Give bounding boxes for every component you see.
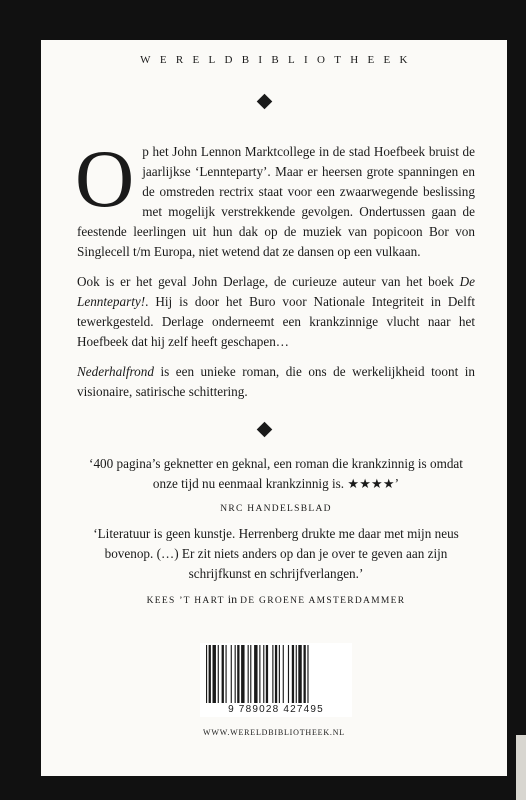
review-connector: in bbox=[224, 592, 241, 606]
barcode-bars bbox=[202, 645, 350, 703]
diamond-ornament-icon bbox=[257, 94, 273, 110]
diamond-ornament-icon bbox=[257, 422, 273, 438]
back-cover-panel bbox=[41, 40, 507, 776]
blurb-paragraph-1 bbox=[75, 133, 475, 262]
blurb-paragraph-2-start: Ook is er het geval John Derlage, de curieuze auteur van het boek bbox=[77, 274, 460, 289]
website-url: WWW.WERELDBIBLIOTHEEK.NL bbox=[203, 728, 345, 737]
blurb-paragraph-3-text: is een unieke roman, die ons de werkelijkheid toont in visionaire, satirische schittering. bbox=[77, 364, 475, 399]
drop-cap: O bbox=[75, 133, 135, 224]
review-quote-text: ‘Literatuur is geen kunstje. Herrenberg drukte me daar met mijn neus bovenop. (…) Er zit niets anders op dan je over te geven aan zijn schrijfkunst en schrijfverlangen.’ bbox=[93, 526, 459, 581]
novel-title-inline: Nederhalfrond bbox=[77, 364, 154, 379]
blurb-paragraph-1-text: p het John Lennon Marktcollege in de stad Hoefbeek bruist de jaarlijkse ‘Lennteparty’. Maar er heersen grote spanningen en de omstreden rectrix staat voor een zwaarwegende beslissing met mogelijk verstrekkende gevolgen. Ondertussen gaan de feestende leerlingen uit hun dak op de muziek van popicoon Bor von Singlecell t/m Europa, niet wetend dat ze dansen op een vulkaan. bbox=[77, 144, 475, 259]
cover-edge bbox=[516, 735, 526, 800]
review-source bbox=[77, 589, 475, 611]
publisher-name: WERELDBIBLIOTHEEK bbox=[140, 54, 417, 66]
review-publication: DE GROENE AMSTERDAMMER bbox=[240, 596, 406, 606]
review-quote-1 bbox=[77, 454, 475, 519]
blurb-paragraph-2 bbox=[77, 272, 475, 352]
blurb-paragraph-2-end: . Hij is door het Buro voor Nationale Integriteit in Delft tewerkgesteld. Derlage onderneemt een krankzinnige vlucht naar het Hoefbeek dat hij zelf heeft geschapen… bbox=[77, 294, 475, 349]
review-author: KEES ’T HART bbox=[146, 596, 225, 606]
blurb-paragraph-3 bbox=[77, 362, 475, 402]
book-title-inline: De Lennteparty! bbox=[77, 274, 475, 309]
review-source: NRC HANDELSBLAD bbox=[220, 504, 332, 514]
isbn-number: 9 789028 427495 bbox=[228, 704, 324, 715]
review-quote-text: ‘400 pagina’s geknetter en geknal, een roman die krankzinnig is omdat onze tijd nu eenmaal krankzinnig is. ★★★★’ bbox=[89, 456, 463, 491]
review-quote-2 bbox=[77, 524, 475, 611]
barcode bbox=[200, 643, 352, 717]
